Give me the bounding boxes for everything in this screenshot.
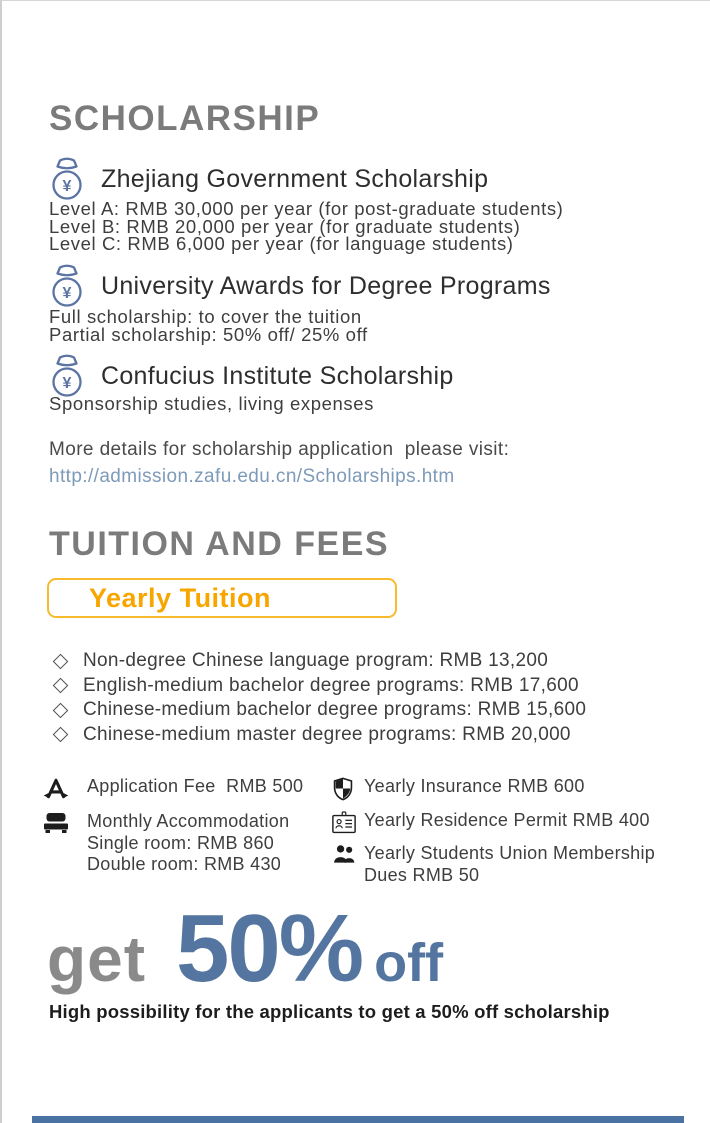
list-item xyxy=(52,674,586,699)
fee-text xyxy=(364,843,655,886)
fee-union-membership xyxy=(332,843,695,886)
scholarship-item-title: Zhejiang Government Scholarship xyxy=(101,164,489,193)
scholarship-item-title: Confucius Institute Scholarship xyxy=(101,361,454,390)
tuition-list xyxy=(52,649,586,747)
more-details xyxy=(49,439,509,488)
shield-icon xyxy=(332,776,356,801)
promo-tagline: High possibility for the applicants to get a 50% off scholarship xyxy=(49,1001,610,1022)
fees-right-column xyxy=(332,776,695,895)
money-bag-icon xyxy=(47,263,87,309)
scholarship-heading: SCHOLARSHIP xyxy=(49,99,321,138)
fee-line: Monthly Accommodation xyxy=(87,811,290,831)
detail-line: Partial scholarship: 50% off/ 25% off xyxy=(49,323,368,345)
promo-off: off xyxy=(374,933,444,993)
fee-insurance xyxy=(332,776,695,801)
more-details-text: More details for scholarship application please visit: xyxy=(49,439,510,460)
tuition-item-text: Non-degree Chinese language program: RMB 13,200 xyxy=(83,650,549,672)
fee-text xyxy=(87,811,289,876)
fee-line: Single room: RMB 860 xyxy=(87,832,275,853)
scholarship-item xyxy=(47,156,488,202)
fees-left-column xyxy=(42,776,332,895)
detail-line: Full scholarship: to cover the tuition xyxy=(49,306,362,327)
fees-section xyxy=(42,776,695,895)
list-item xyxy=(52,698,586,723)
list-item xyxy=(52,723,586,748)
list-item xyxy=(52,649,586,674)
scholarship-link[interactable]: http://admission.zafu.edu.cn/Scholarships.htm xyxy=(49,466,455,487)
money-bag-icon xyxy=(47,156,87,202)
fee-line: Yearly Students Union Membership xyxy=(364,843,656,863)
fee-line: Double room: RMB 430 xyxy=(87,854,282,874)
promo-get: get xyxy=(47,923,146,995)
fee-text xyxy=(364,810,650,834)
tuition-item-text: Chinese-medium bachelor degree programs: RMB 15,600 xyxy=(83,699,587,721)
scholarship-item-details xyxy=(49,395,374,413)
tuition-heading: TUITION AND FEES xyxy=(49,525,390,563)
detail-line: Level C: RMB 6,000 per year (for language students) xyxy=(49,233,514,254)
detail-line: Level A: RMB 30,000 per year (for post-graduate students) xyxy=(49,198,564,219)
promo-percent: 50% xyxy=(176,895,363,1002)
fee-residence-permit xyxy=(332,810,695,834)
promo-banner xyxy=(47,894,443,1004)
fee-text xyxy=(87,776,303,802)
detail-line: Level B: RMB 20,000 per year (for graduate students) xyxy=(49,215,521,237)
fee-line: Application Fee RMB 500 xyxy=(87,776,304,796)
diamond-icon xyxy=(53,702,69,718)
yearly-tuition-badge xyxy=(47,578,397,618)
people-icon xyxy=(332,843,356,886)
fee-application xyxy=(42,776,332,802)
bed-icon xyxy=(42,811,70,876)
yearly-tuition-label: Yearly Tuition xyxy=(89,582,272,613)
scholarship-item-details xyxy=(49,308,368,343)
scholarship-item-details xyxy=(49,200,563,253)
fee-text xyxy=(364,776,585,801)
fee-line: Dues RMB 50 xyxy=(364,864,480,885)
id-card-icon xyxy=(332,810,356,834)
diamond-icon xyxy=(53,727,69,743)
bottom-accent-bar xyxy=(32,1116,684,1123)
scholarship-item xyxy=(47,263,551,309)
fee-line: Yearly Residence Permit RMB 400 xyxy=(364,810,650,830)
tuition-item-text: Chinese-medium master degree programs: RMB 20,000 xyxy=(83,723,571,745)
application-a-icon xyxy=(42,776,70,802)
diamond-icon xyxy=(53,653,69,669)
tuition-item-text: English-medium bachelor degree programs: RMB 17,600 xyxy=(83,674,579,696)
fee-line: Yearly Insurance RMB 600 xyxy=(364,776,585,796)
scholarship-item-title: University Awards for Degree Programs xyxy=(101,271,551,300)
diamond-icon xyxy=(53,678,69,694)
fee-accommodation xyxy=(42,811,332,876)
detail-line: Sponsorship studies, living expenses xyxy=(49,393,374,414)
